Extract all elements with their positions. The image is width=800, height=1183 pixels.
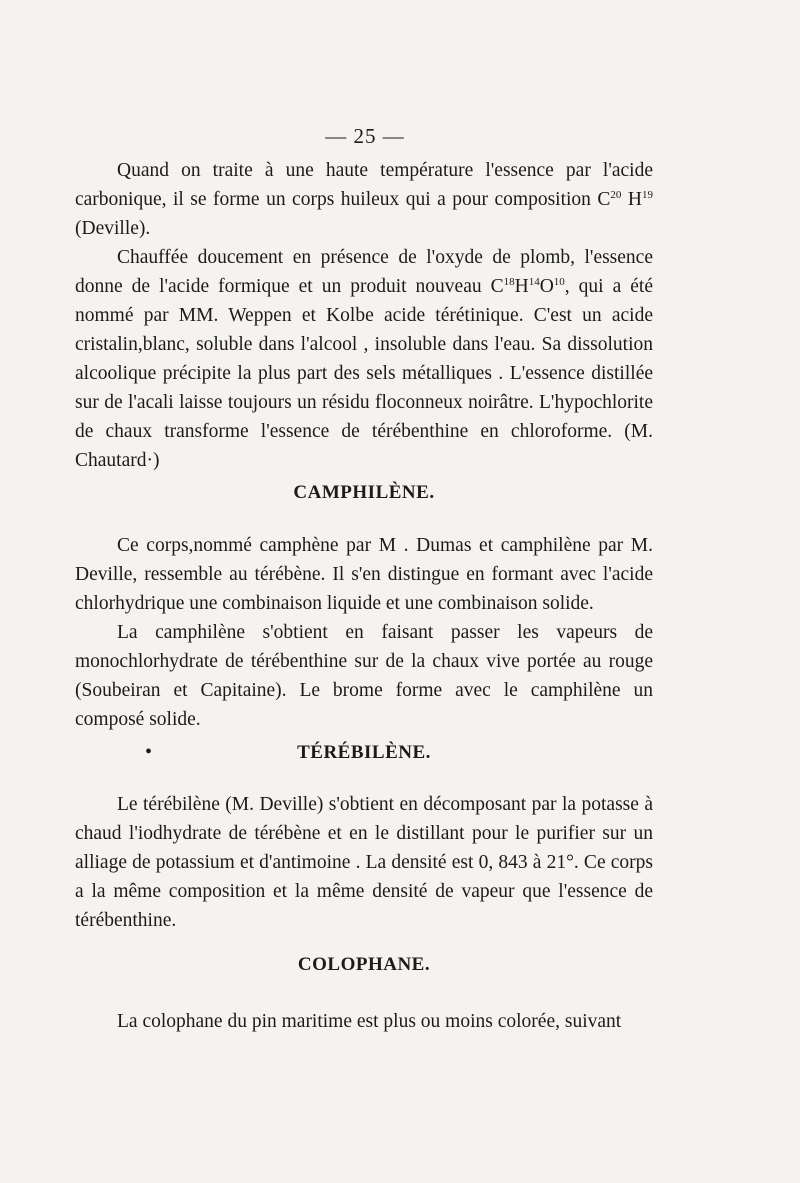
text-run: Quand on traite à une haute température l'essence par l'acide carbonique, il se forme un corps huileux qui a pour composition C bbox=[75, 160, 653, 210]
intro-text bbox=[75, 156, 653, 475]
heading-colophane: COLOPHANE. bbox=[297, 954, 431, 975]
text-run: (Deville). bbox=[75, 218, 151, 239]
text-run: H bbox=[621, 189, 642, 210]
paragraph-lead-oxide bbox=[75, 243, 653, 475]
formula-subscript: 14 bbox=[528, 276, 540, 288]
formula-subscript: 18 bbox=[503, 276, 515, 288]
terebilene-text bbox=[75, 790, 653, 935]
heading-camphilene: CAMPHILÈNE. bbox=[293, 482, 435, 503]
formula-subscript: 20 bbox=[610, 189, 622, 201]
text-run: , qui a été nommé par MM. Weppen et Kolbe acide térétinique. C'est un acide cristalin,blanc, soluble dans l'alcool , insoluble dans l'eau. Sa dissolution alcoolique précipite la plus part des sels métalliques . L'essence distillée sur de l'acali laisse toujours un résidu floconneux noirâtre. L'hypochlorite de chaux transforme l'essence de térébenthine en chloroforme. (M. Chautard·) bbox=[75, 276, 653, 471]
bullet-mark: • bbox=[145, 741, 153, 763]
text-run: H bbox=[514, 276, 529, 297]
heading-terebilene: TÉRÉBILÈNE. bbox=[297, 742, 431, 763]
page-number: — 25 — bbox=[325, 124, 405, 148]
formula-subscript: 10 bbox=[553, 276, 565, 288]
paragraph-camphilene-intro: Ce corps,nommé camphène par M . Dumas et camphilène par M. Deville, ressemble au térébène. Il s'en distingue en formant avec l'acide chlorhydrique une combinaison liquide et une combinaison solide. bbox=[75, 535, 653, 614]
paragraph-carbonic-acid bbox=[75, 156, 653, 243]
paragraph-camphilene-preparation: La camphilène s'obtient en faisant passer les vapeurs de monochlorhydrate de térébenthine sur de la chaux vive portée au rouge (Soubeiran et Capitaine). Le brome forme avec le camphilène un composé solide. bbox=[75, 622, 653, 730]
formula-subscript: 19 bbox=[642, 189, 653, 201]
paragraph-colophane: La colophane du pin maritime est plus ou moins colorée, suivant bbox=[117, 1011, 622, 1032]
paragraph-terebilene: Le térébilène (M. Deville) s'obtient en décomposant par la potasse à chaud l'iodhydrate de térébène et en le distillant pour le purifier sur un alliage de potassium et d'antimoine . La densité est 0, 843 à 21°. Ce corps a la même composition et la même densité de vapeur que l'essence de térébenthine. bbox=[75, 794, 653, 931]
text-run: O bbox=[539, 276, 554, 297]
text-run: Chauffée doucement en présence de l'oxyde de plomb, l'essence donne de l'acide formique et un produit nouveau C bbox=[75, 247, 653, 297]
colophane-text bbox=[75, 1007, 653, 1036]
camphilene-text bbox=[75, 531, 653, 734]
